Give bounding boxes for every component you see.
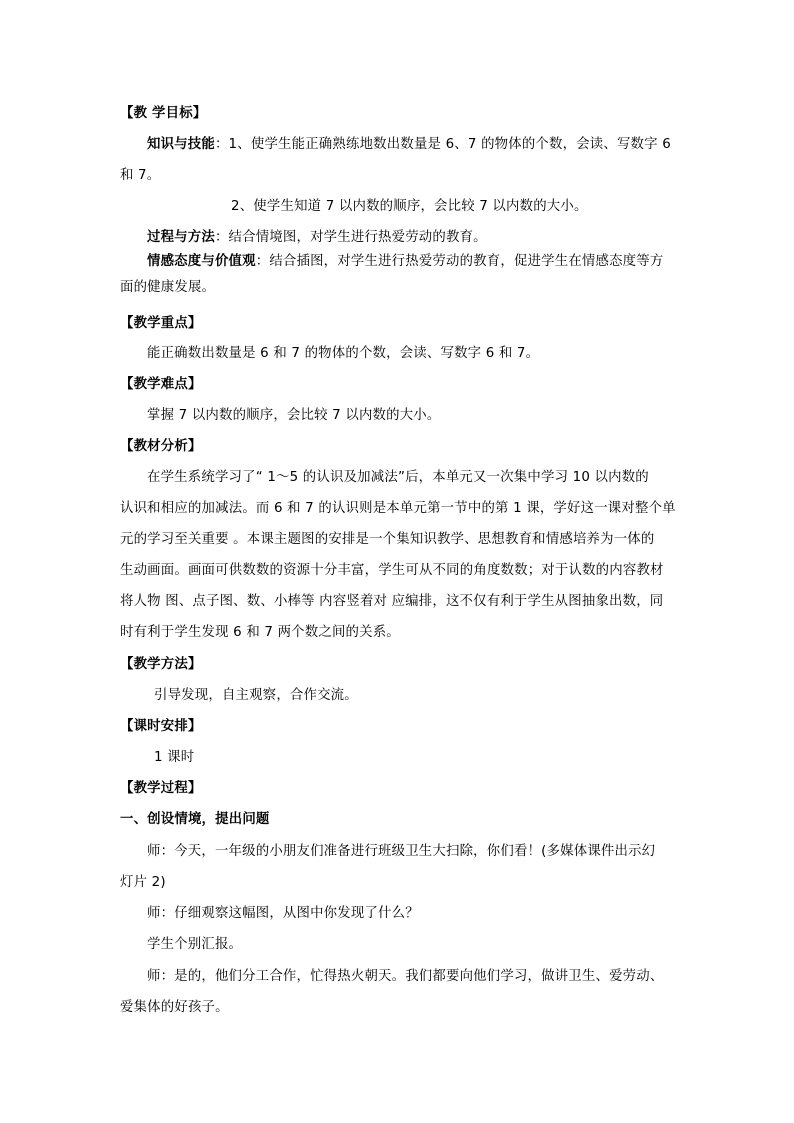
analysis-heading: 【教材分析】 (120, 439, 202, 454)
procedure-p1: 师：今天，一年级的小朋友们准备进行班级卫生大扫除，你们看！(多媒体课件出示幻 (147, 844, 656, 859)
procedure-p2: 灯片 2) (120, 875, 166, 890)
analysis-line-4: 生动画面。画面可供数数的资源十分丰富，学生可从不同的角度数数；对于认数的内容教材 (120, 563, 664, 578)
procedure-p4: 学生个别汇报。 (147, 937, 243, 952)
procedure-p6: 爱集体的好孩子。 (120, 1000, 229, 1015)
knowledge-line-1 (147, 135, 671, 155)
analysis-line-1: 在学生系统学习了“ 1～5 的认识及加减法”后，本单元又一次集中学习 10 以内数的 (147, 470, 649, 485)
knowledge-text-1: ：1、使学生能正确熟练地数出数量是 6、7 的物体的个数，会读、写数字 6 (214, 137, 671, 152)
part1-heading: 一、创设情境，提出问题 (120, 812, 270, 827)
knowledge-label: 知识与技能 (147, 137, 215, 152)
knowledge-line-3: 2、使学生知道 7 以内数的顺序，会比较 7 以内数的大小。 (231, 199, 588, 214)
process-line (147, 228, 487, 248)
procedure-heading: 【教学过程】 (120, 781, 202, 796)
objectives-heading: 【教 学目标】 (120, 106, 207, 121)
attitude-line-1 (147, 252, 663, 272)
knowledge-line-2: 和 7。 (120, 168, 161, 183)
analysis-line-3: 元的学习至关重要 。本课主题图的安排是一个集知识教学、思想教育和情感培养为一体的 (120, 532, 655, 547)
attitude-label: 情感态度与价值观 (147, 254, 256, 269)
attitude-text-1: ：结合插图，对学生进行热爱劳动的教育，促进学生在情感态度等方 (255, 254, 664, 269)
analysis-line-2: 认识和相应的加减法。而 6 和 7 的认识则是本单元第一节中的第 1 课，学好这一课对整个单 (120, 501, 676, 516)
method-heading: 【教学方法】 (120, 657, 202, 672)
analysis-line-5: 将人物 图、点子图、数、小棒等 内容竖着对 应编排，这不仅有利于学生从图抽象出数，同 (120, 594, 664, 609)
method-text: 引导发现，自主观察，合作交流。 (154, 688, 358, 703)
process-text: ：结合情境图，对学生进行热爱劳动的教育。 (214, 230, 487, 245)
analysis-line-6: 时有利于学生发现 6 和 7 两个数之间的关系。 (120, 625, 400, 640)
schedule-heading: 【课时安排】 (120, 719, 202, 734)
procedure-p5: 师：是的，他们分工合作，忙得热火朝天。我们都要向他们学习，做讲卫生、爱劳动、 (147, 969, 664, 984)
schedule-text: 1 课时 (154, 750, 195, 765)
keypoint-text: 能正确数出数量是 6 和 7 的物体的个数，会读、写数字 6 和 7。 (147, 346, 540, 361)
attitude-line-2: 面的健康发展。 (120, 280, 216, 295)
keypoint-heading: 【教学重点】 (120, 316, 202, 331)
difficulty-heading: 【教学难点】 (120, 377, 202, 392)
difficulty-text: 掌握 7 以内数的顺序，会比较 7 以内数的大小。 (147, 408, 441, 423)
process-label: 过程与方法 (147, 230, 215, 245)
procedure-p3: 师：仔细观察这幅图，从图中你发现了什么？ (147, 906, 419, 921)
